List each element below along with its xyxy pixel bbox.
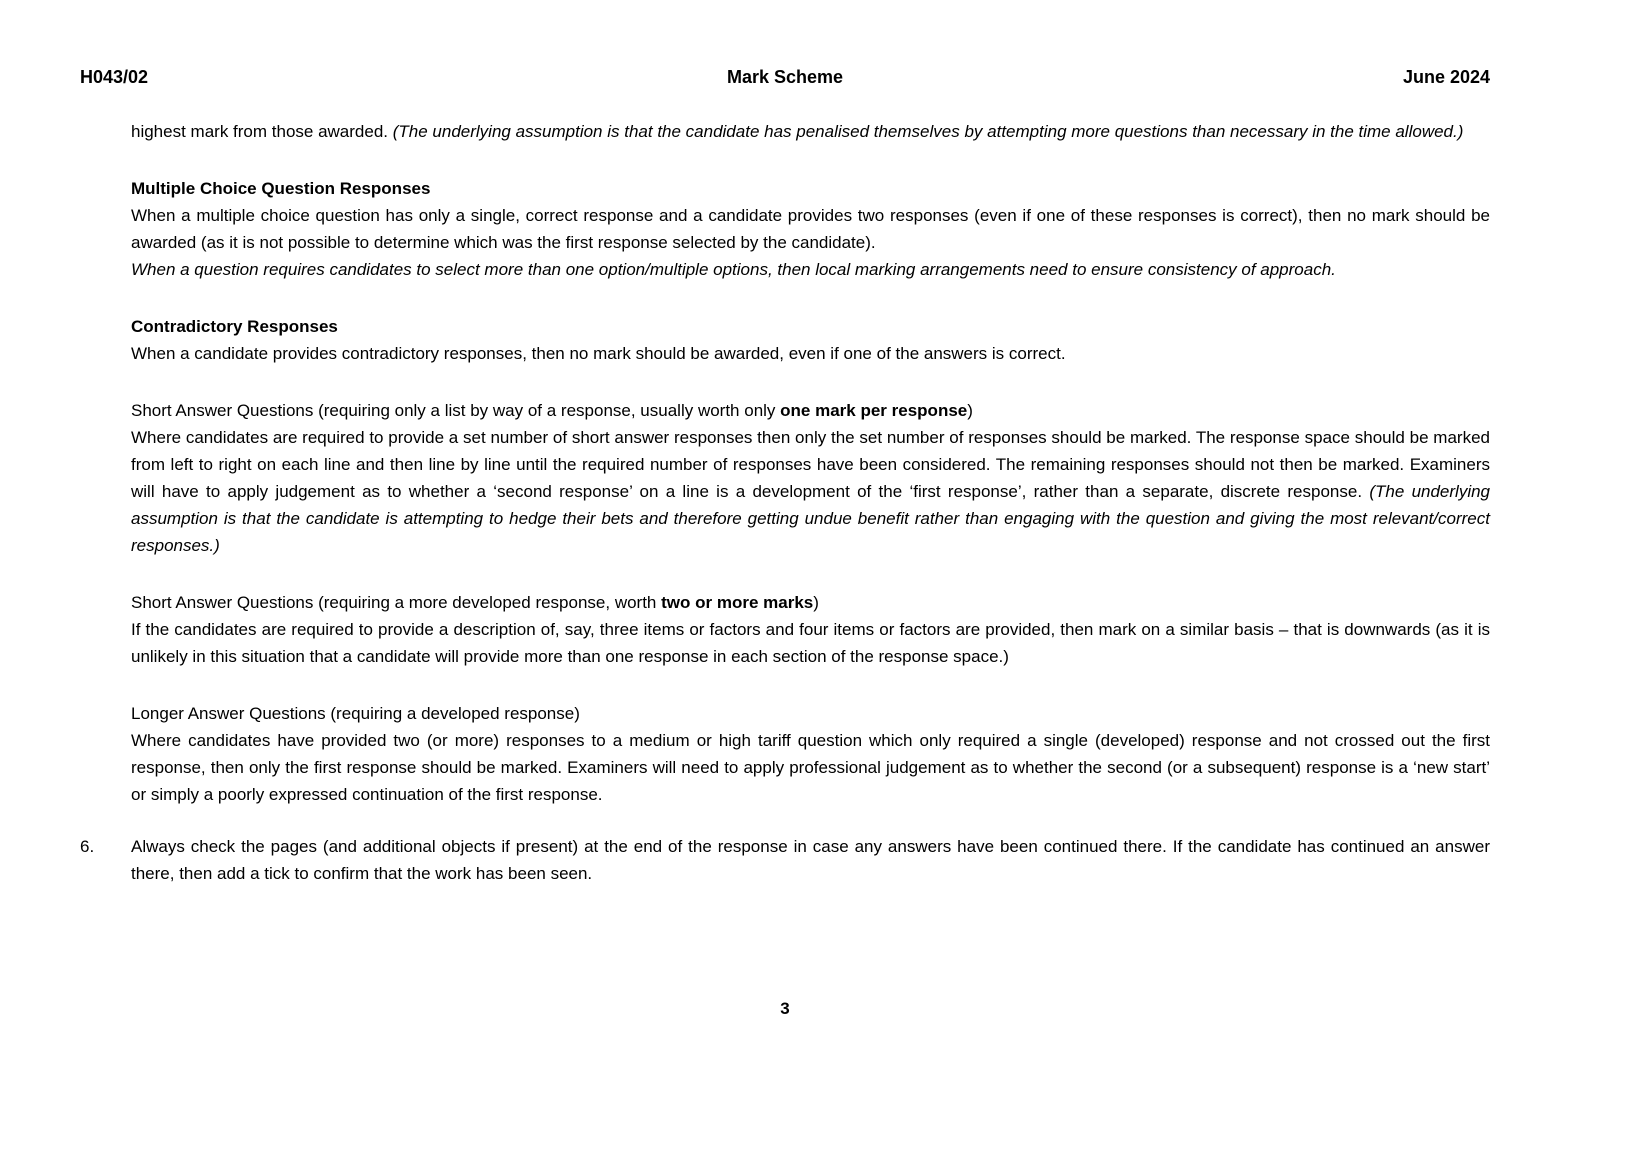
heading-text-close: ) [813,593,819,612]
section-short-answer-list [80,397,1490,559]
page-header [0,0,1637,88]
heading-text-close: ) [967,401,973,420]
body-italic-note: (The underlying assumption is that the candidate is attempting to hedge their bets and therefore getting undue benefit rather than engaging with the question and giving the most relevant/correct responses.) [131,482,1491,555]
heading-bold-phrase: two or more marks [661,593,814,612]
list-item-number: 6. [80,837,95,856]
section-contradictory [80,313,1490,367]
multiple-choice-heading: Multiple Choice Question Responses [131,179,431,198]
heading-text: Short Answer Questions (requiring only a list by way of a response, usually worth only [131,401,781,420]
session-date: June 2024 [1402,67,1490,87]
multiple-choice-body: When a multiple choice question has only a single, correct response and a candidate provides two responses (even if one of these responses is correct), then no mark should be awarded (as it is not possible to determine which was the first response selected by the candidate). [131,206,1490,252]
short-answer-developed-body: If the candidates are required to provide a description of, say, three items or factors and four items or factors are provided, then mark on a similar basis – that is downwards (as it is unlikely in this situation that a candidate will provide more than one response in each section of the response space.) [131,620,1490,666]
document-body [0,118,1637,887]
heading-text: Short Answer Questions (requiring a more developed response, worth [131,593,662,612]
longer-answer-body: Where candidates have provided two (or more) responses to a medium or high tariff question which only required a single (developed) response and not crossed out the first response, then only the first response should be marked. Examiners will need to apply professional judgement as to whether the second (or a subsequent) response is a ‘new start’ or simply a poorly expressed continuation of the first response. [131,731,1490,804]
list-item-6 [80,833,1490,887]
section-multiple-choice [80,175,1490,283]
short-answer-developed-heading [131,589,1490,616]
section-longer-answer [80,700,1490,808]
intro-text: highest mark from those awarded. [131,122,393,141]
longer-answer-heading: Longer Answer Questions (requiring a developed response) [131,704,580,723]
short-answer-list-body [131,424,1490,559]
intro-paragraph [131,118,1490,145]
body-text: Where candidates are required to provide a set number of short answer responses then only the set number of responses should be marked. The response space should be marked from left to right on each line and then line by line until the required number of responses have been considered. The remaining responses should not then be marked. Examiners will have to apply judgement as to whether a ‘second response’ on a line is a development of the ‘first response’, rather than a separate, discrete response. [131,428,1490,501]
document-title: Mark Scheme [726,67,844,87]
multiple-choice-body-italic: When a question requires candidates to select more than one option/multiple options, then local marking arrangements need to ensure consistency of approach. [131,260,1336,279]
contradictory-body: When a candidate provides contradictory responses, then no mark should be awarded, even if one of the answers is correct. [131,344,1066,363]
short-answer-list-heading [131,397,1490,424]
section-short-answer-developed [80,589,1490,670]
page-number: 3 [780,999,790,1018]
list-item-text: Always check the pages (and additional objects if present) at the end of the response in case any answers have been continued there. If the candidate has continued an answer there, then add a tick to confirm that the work has been seen. [131,837,1490,883]
heading-bold-phrase: one mark per response [780,401,968,420]
intro-italic-note: (The underlying assumption is that the candidate has penalised themselves by attempting more questions than necessary in the time allowed.) [392,122,1464,141]
contradictory-heading: Contradictory Responses [131,317,338,336]
paper-code: H043/02 [80,67,149,87]
